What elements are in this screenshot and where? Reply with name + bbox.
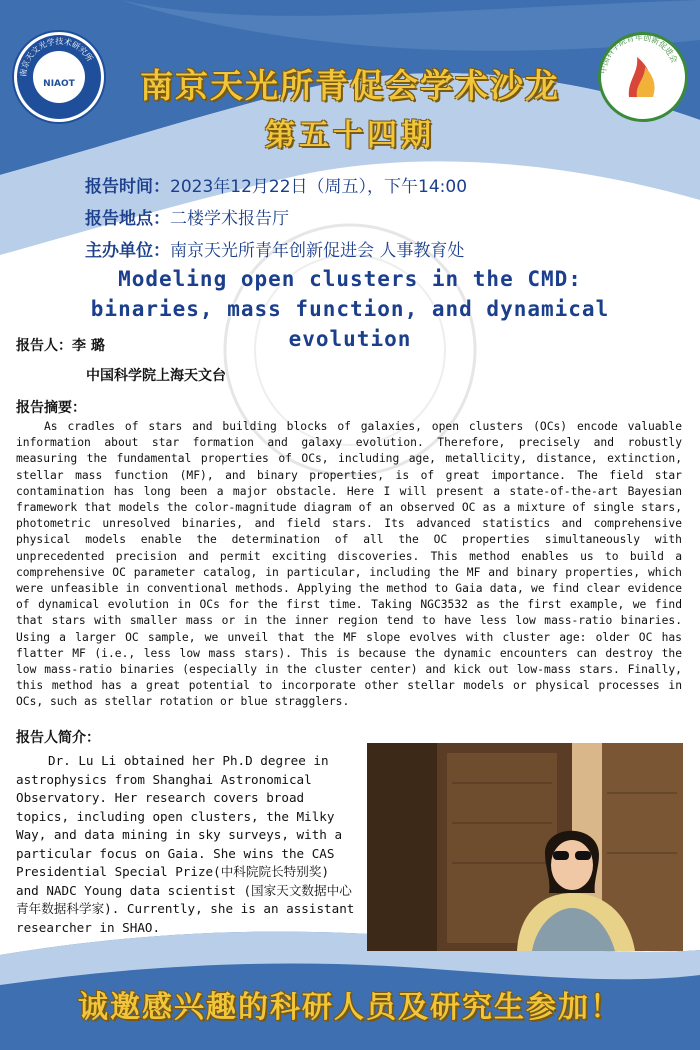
time-row <box>85 172 467 197</box>
abstract-label: 报告摘要： <box>16 400 86 416</box>
host-label: 主办单位： <box>85 241 170 261</box>
niaot-logo <box>14 32 104 122</box>
invitation-footer: 诚邀感兴趣的科研人员及研究生参加！ <box>78 990 622 1025</box>
niaot-logo-text: NIAOT <box>43 79 75 89</box>
host-row <box>85 236 464 261</box>
speaker-label: 报告人： <box>16 338 72 354</box>
speaker-photo <box>367 743 683 951</box>
bio-label: 报告人简介： <box>16 730 100 746</box>
bio-text: Dr. Lu Li obtained her Ph.D degree in astrophysics from Shanghai Astronomical Observatory. Her research covers broad topics, including open clusters, the Milky Way, and data mining in sky surveys, with a particular focus on Gaia. She wins the CAS Presidential Special Prize(中科院院长特别奖) and NADC Young data scientist (国家天文数据中心青年数据科学家). Currently, she is an assistant researcher in SHAO. <box>16 753 355 935</box>
time-label: 报告时间： <box>85 177 170 197</box>
speaker-name: 李 璐 <box>72 338 105 354</box>
salon-title: 南京天光所青促会学术沙龙 <box>140 66 560 105</box>
place-row <box>85 204 289 229</box>
issue-number: 第五十四期 <box>265 118 435 153</box>
niaot-logo-ring-text: 南京天文光学技术研究所 <box>18 36 95 78</box>
talk-title-line-3: evolution <box>288 327 412 351</box>
youth-logo-ring-text: 中国科学院青年创新促进会 <box>598 32 679 75</box>
abstract-text: As cradles of stars and building blocks of galaxies, open clusters (OCs) encode valuable information about star formation and galaxy evolution. Therefore, precisely and robustly measuring the fundamental properties of OCs, including age, metallicity, distance, extinction, stellar mass function (MF), and binary properties, is of great importance. The field star contamination has long been a major obstacle. Here I will present a state-of-the-art Bayesian framework that models the color-magnitude diagram of an observed OC as a mixture of single stars, photometric unresolved binaries, and field stars. Its advanced statistics and comprehensive physical models enable the determination of all the OC properties simultaneously with unprecedented precision and permit exciting discoveries. This method enables us to build a comprehensive OC parameter catalog, in particular, including the MF and binary properties, which were unfeasible in conventional methods. Applying the method to Gaia data, we find clear evidence of dynamical evolution in OCs for the first time. Taking NGC3532 as the first example, we find that stars with smaller mass or in the inner region tend to have less low mass-ratio binaries. Using a larger OC sample, we unveil that the MF slope evolves with cluster age: older OC has flatter MF (i.e., less low mass stars). This is because the dynamic encounters can destroy the low mass-ratio binaries (especially in the cluster center) and kick out low-mass stars. Finally, this method has a great potential to incorporate other stellar models or physical processes in OCs, such as stellar rotation or blue stragglers. <box>16 420 682 709</box>
speaker-row <box>16 335 105 355</box>
speaker-affiliation: 中国科学院上海天文台 <box>86 368 226 384</box>
place-value: 二楼学术报告厅 <box>170 209 289 229</box>
youth-promotion-logo <box>598 32 688 122</box>
talk-title <box>20 264 680 354</box>
talk-title-line-2: binaries, mass function, and dynamical <box>90 297 610 321</box>
bio-block <box>16 752 358 937</box>
time-value: 2023年12月22日（周五），下午14:00 <box>170 177 468 197</box>
place-label: 报告地点： <box>85 209 170 229</box>
host-value: 南京天光所青年创新促进会 人事教育处 <box>170 241 465 261</box>
talk-title-line-1: Modeling open clusters in the CMD: <box>118 267 582 291</box>
